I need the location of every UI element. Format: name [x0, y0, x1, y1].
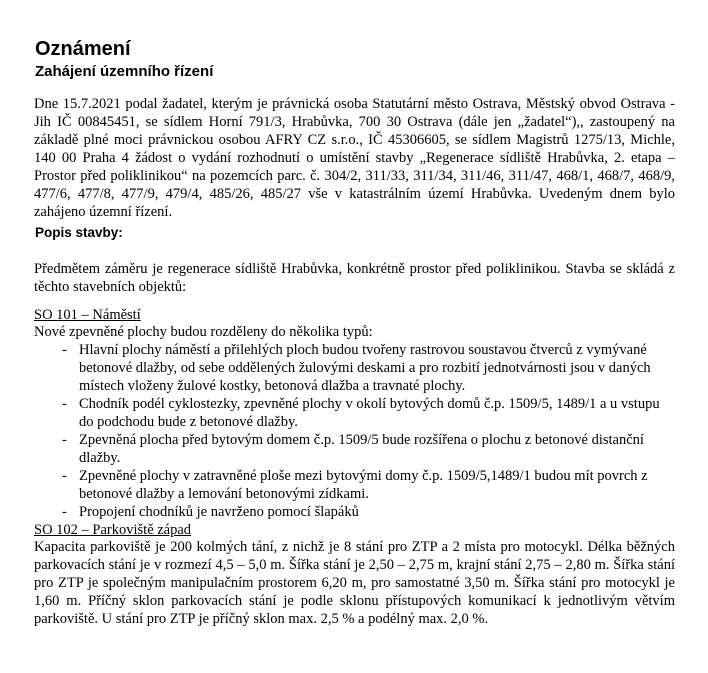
- list-item-text: Hlavní plochy náměstí a přilehlých ploch budou tvořeny rastrovou soustavou čtverců z vymývané betonové dlažby, od sebe oddělených žulovými deskami a pro rozbití jednotvárnosti jsou v daných místech vloženy žulové kostky, betonová dlažba a travnaté plochy.: [79, 342, 651, 394]
- bullet-dash-icon: -: [62, 504, 67, 520]
- so101-intro: Nové zpevněné plochy budou rozděleny do několika typů:: [34, 324, 373, 340]
- list-item: [34, 395, 675, 431]
- list-item: [34, 341, 675, 395]
- list-item-text: Chodník podél cyklostezky, zpevněné plochy v okolí bytových domů č.p. 1509/5, 1489/1 a u vstupu do podchodu bude z betonové dlažby.: [79, 396, 660, 430]
- list-item: [34, 431, 675, 467]
- bullet-dash-icon: -: [62, 468, 67, 484]
- bullet-dash-icon: -: [62, 396, 67, 412]
- list-item: [34, 503, 675, 521]
- page-subtitle: Zahájení územního řízení: [35, 63, 214, 80]
- list-item: [34, 467, 675, 503]
- bullet-dash-icon: -: [62, 342, 67, 358]
- so101-bullet-list: [34, 341, 675, 521]
- intro-paragraph: Dne 15.7.2021 podal žadatel, kterým je právnická osoba Statutární město Ostrava, Městský obvod Ostrava - Jih IČ 00845451, se sídlem Horní 791/3, Hrabůvka, 700 30 Ostrava (dále jen „žadatel“),, zastoupený na základě plné moci právnickou osobou AFRY CZ s.r.o., IČ 45306605, se sídlem Magistrů 1275/13, Michle, 140 00 Praha 4 žádost o vydání rozhodnutí o umístění stavby „Regenerace sídliště Hrabůvka, 2. etapa – Prostor před poliklinikou“ na pozemcích parc. č. 304/2, 311/33, 311/34, 311/46, 311/47, 468/1, 468/7, 468/9, 477/6, 477/8, 477/9, 479/4, 485/26, 485/27 vše v katastrálním území Hrabůvka. Uvedeným dnem bylo zahájeno územní řízení.: [34, 96, 675, 220]
- so102-heading: SO 102 – Parkoviště západ: [34, 522, 192, 538]
- so102-paragraph: Kapacita parkoviště je 200 kolmých tání, z nichž je 8 stání pro ZTP a 2 místa pro motocykl. Délka běžných parkovacích stání je v rozmezí 4,5 – 5,0 m. Šířka stání je 2,50 – 2,75 m, krajní stání 2,75 – 2,80 m. Šířka stání pro ZTP je společným manipulačním prostorem 6,20 m, pro samostatné 3,50 m. Šířka stání pro motocykl je 1,60 m. Příčný sklon parkovacích stání je podle sklonu přístupových komunikací k jednotlivým větvím parkoviště. U stání pro ZTP je příčný sklon max. 2,5 % a podélný max. 2,0 %.: [34, 539, 675, 627]
- popis-heading: Popis stavby:: [35, 225, 123, 240]
- list-item-text: Zpevněná plocha před bytovým domem č.p. 1509/5 bude rozšířena o plochu z betonové distanční dlažby.: [79, 432, 644, 466]
- list-item-text: Zpevněné plochy v zatravněné ploše mezi bytovými domy č.p. 1509/5,1489/1 budou mít povrch z betonové dlažby a lemování betonovými zídkami.: [79, 468, 648, 502]
- bullet-dash-icon: -: [62, 432, 67, 448]
- popis-paragraph: Předmětem záměru je regenerace sídliště Hrabůvka, konkrétně prostor před poliklinikou. Stavba se skládá z těchto stavebních objektů:: [34, 261, 675, 295]
- so101-heading: SO 101 – Náměstí: [34, 307, 141, 323]
- page-title: Oznámení: [35, 38, 131, 60]
- list-item-text: Propojení chodníků je navrženo pomocí šlapáků: [79, 504, 359, 520]
